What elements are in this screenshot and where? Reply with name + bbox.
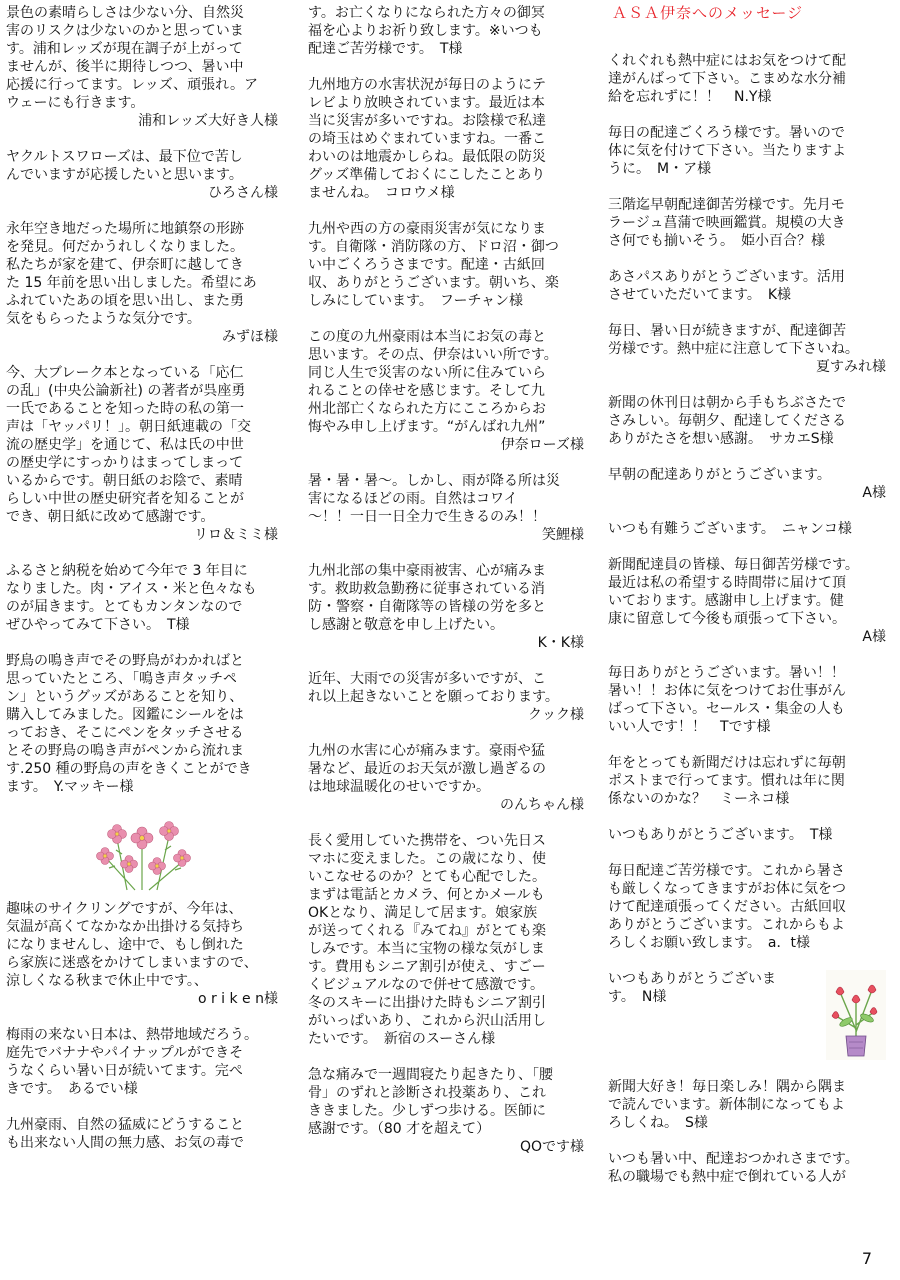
reader-message [6,220,278,346]
message-body: 野鳥の鳴き声でその野鳥がわかればと 思っていたところ、「鳴き声タッチペ ン」というグッズがあることを知り、 購入してみました。図鑑にシールをは っておき、そこにペンをタッチさせる とその野鳥の鳴き声がペンから流れま す.250 種の野鳥の声をきくことができ ます。 Y.マッキー様 [6,653,252,795]
message-signature: o r i k e n様 [197,991,278,1007]
reader-message [608,322,886,376]
message-body: いつも有難うございます。 ニャンコ様 [608,521,852,537]
reader-message [308,670,584,724]
message-signature: 伊奈ローズ様 [500,437,584,453]
message-signature: リロ＆ミミ様 [194,527,278,543]
message-body: 新聞配達員の皆様、毎日御苦労様です。 最近は私の希望する時間帯に届けて頂 いております。感謝申し上げます。健 康に留意して今後も頑張って下さい。 [608,557,859,627]
reader-message [608,268,886,304]
reader-message [308,1066,584,1156]
message-signature: みずほ様 [222,329,278,345]
message-body: ヤクルトスワローズは、最下位で苦し んでいますが応援したいと思います。 [6,149,243,183]
message-body: いつもありがとうございます。 T様 [608,827,833,843]
reader-message [608,1150,886,1186]
reader-message [308,4,584,58]
message-body: 景色の素晴らしさは少ない分、自然災 害のリスクは少ないのかと思っていま す。浦和レッズが現在調子が上がって ませんが、後半に期待しつつ、暑い中 応援に行ってます。レッズ、頑張れ。ア ウェーにも行きます。 [6,5,258,111]
message-with-illustration [608,970,886,1060]
message-body: いつも暑い中、配達おつかれさまです。 私の職場でも熱中症で倒れている人が [608,1151,859,1185]
message-body: 急な痛みで一週間寝たり起きたり、「腰 骨」のずれと診断され投薬あり、これ ききました。少しずつ歩ける。医師に 感謝です。（80 才を超えて） [308,1067,553,1137]
reader-message [608,754,886,808]
reader-message [608,124,886,178]
reader-message [6,148,278,202]
reader-message [6,4,278,130]
message-body: 毎日、暑い日が続きますが、配達御苦 労様です。熱中症に注意して下さいね。 [608,323,859,357]
column-1 [6,4,278,1170]
reader-message [308,742,584,814]
reader-message [308,832,584,1048]
message-body: 九州豪雨、自然の猛威にどうすること も出来ない人間の無力感、お気の毒で [6,1117,244,1151]
message-signature: 浦和レッズ大好き人様 [138,113,278,129]
message-signature: A様 [862,485,886,501]
section-title: ＡＳＡ伊奈へのメッセージ [612,4,804,22]
message-signature: A様 [862,629,886,645]
reader-message [308,472,584,544]
reader-message [308,562,584,652]
message-body: 永年空き地だった場所に地鎮祭の形跡 を発見。何だかうれしくなりました。 私たちが家を建て、伊奈町に越してき た 15 年前を思い出しました。希望にあ ふれていたあの頃を思い出し、また勇 気をもらったような気分です。 [6,221,257,327]
message-body: 毎日の配達ごくろう様です。暑いので 体に気を付けて下さい。当たりますよ うに。 M・ア様 [608,125,846,177]
reader-message [308,220,584,310]
message-body: 新聞大好き！毎日楽しみ！隅から隅ま で読んでいます。新体制になってもよ ろしくね。 S様 [608,1079,846,1131]
reader-message [608,52,886,106]
message-body: 年をとっても新聞だけは忘れずに毎朝 ポストまで行ってます。慣れは年に関 係ないのかな？ ミーネコ様 [608,755,846,807]
message-body: この度の九州豪雨は本当にお気の毒と 思います。その点、伊奈はいい所です。 同じ人生で災害のない所に住みていら れることの倖せを感じます。そして九 州北部亡くなられた方にこころからお 悔やみ申し上げます。“がんばれ九州” [308,329,558,435]
reader-message [308,76,584,202]
reader-message [608,196,886,250]
message-body: ふるさと納税を始めて今年で 3 年目に なりました。肉・アイス・米と色々なも のが届きます。とてもカンタンなので ぜひやってみて下さい。 T様 [6,563,257,633]
message-body: くれぐれも熱中症にはお気をつけて配 達がんばって下さい。こまめな水分補 給を忘れずに！！ N.Y様 [608,53,846,105]
reader-message [608,466,886,502]
message-body: 新聞の休刊日は朝から手もちぶさたで さみしい。毎朝夕、配達してくださる ありがたさを想い感謝。 サカエS様 [608,395,846,447]
message-body: 三階迄早朝配達御苦労様です。先月モ ラージュ菖蒲で映画鑑賞。規模の大き さ何でも揃いそう。 姫小百合？様 [608,197,846,249]
reader-message [6,562,278,634]
message-body: 長く愛用していた携帯を、つい先日ス マホに変えました。この歳になり、使 いこなせるのか？とても心配でした。 まずは電話とカメラ、何とかメールも OKとなり、満足して居ます。娘家族 が送ってくれる『みてね』がとても楽 しみです。本当に宝物の様な気がしま す。費用もシニア割引が使え、すごー くビジュアルなので併せて感激です。 冬のスキーに出掛けた時もシニア割引 がいっぱいあり、これから沢山活用し たいです。 新宿のスーさん様 [308,833,546,1047]
reader-message [608,862,886,952]
message-signature: 夏すみれ様 [816,359,886,375]
reader-message [608,826,886,844]
message-body: 梅雨の来ない日本は、熱帯地域だろう。 庭先でバナナやパイナップルができそ うなくらい暑い日が続いてます。完ぺ きです。 あるでい様 [6,1027,258,1097]
column-3-messages [608,52,886,952]
reader-message [608,556,886,646]
message-body: いつもありがとうございま す。 N様 [608,971,776,1005]
message-signature: ひろさん様 [208,185,278,201]
reader-message [6,900,278,1008]
page-number: 7 [861,1249,872,1268]
reader-message [6,364,278,544]
message-body: 近年、大雨での災害が多いですが、こ れ以上起きないことを願っております。 [308,671,559,705]
message-body: す。お亡くなりになられた方々の御冥 福を心よりお祈り致します。※いつも 配達ご苦労様です。 T様 [308,5,545,57]
message-body: 九州地方の水害状況が毎日のようにテ レビより放映されています。最近は本 当に災害が多いですね。お陰様で私達 の埼玉はめぐまれていますね。一番こ わいのは地震かしらね。最低限の防災 グッズ準備しておくにこしたことあり ませんね。 コロウメ様 [308,77,546,201]
message-body: 早朝の配達ありがとうございます。 [608,467,831,483]
message-signature: のんちゃん様 [500,797,584,813]
message-signature: QOです様 [519,1139,584,1155]
tulip-vase-illustration [826,970,886,1060]
message-body: 趣味のサイクリングですが、今年は、 気温が高くてなかなか出掛ける気持ち になりませんし、途中で、もし倒れた ら家族に迷惑をかけてしまいますので、 涼しくなる秋まで休止中です。、 [6,901,258,989]
reader-message [6,1116,278,1152]
reader-message [6,652,278,796]
message-body: 毎日ありがとうございます。暑い！！ 暑い！！お体に気をつけてお仕事がん ばって下さい。セールス・集金の人も いい人です！！ Tです様 [608,665,846,735]
message-body: 毎日配達ご苦労様です。これから暑さ も厳しくなってきますがお体に気をつ けて配達頑張ってください。古紙回収 ありがとうございます。これからもよ ろしくお願い致します。 a．t様 [608,863,846,951]
message-body: 九州の水害に心が痛みます。豪雨や猛 暑など、最近のお天気が激し過ぎるの は地球温暖化のせいですか。 [308,743,546,795]
column-3-messages-lower [608,1078,886,1186]
message-body: 暑・暑・暑〜。しかし、雨が降る所は災 害になるほどの雨。自然はコワイ 〜！！一日一日全力で生きるのみ！！ [308,473,560,525]
message-signature: K・K様 [537,635,584,651]
column-2-messages [308,4,584,1156]
message-body: 今、大ブレーク本となっている「応仁 の乱」(中央公論新社) の著者が呉座勇 一氏であることを知った時の私の第一 声は「ヤッパリ！」。朝日紙連載の「交 流の歴史学」を通じて、私は氏の中世 の歴史学にすっかりはまってしまって いるからです。朝日紙のお陰で、素晴 らしい中世の歴史研究者を知ることが でき、朝日紙に改めて感謝です。 [6,365,251,525]
reader-message [608,664,886,736]
reader-message [608,520,886,538]
reader-message [608,1078,886,1132]
column-1-messages-lower [6,900,278,1152]
reader-message [608,394,886,448]
message-body: あさパスありがとうございます。活用 させていただいてます。 K様 [608,269,845,303]
message-body: 九州北部の集中豪雨被害、心が痛みま す。救助救急勤務に従事されている消 防・警察・自衛隊等の皆様の労を多と し感謝と敬意を申し上げたい。 [308,563,546,633]
cosmos-flowers-illustration [87,814,197,892]
column-1-messages [6,4,278,796]
reader-message [308,328,584,454]
column-3 [608,4,886,1204]
message-body: 九州や西の方の豪雨災害が気になりま す。自衛隊・消防隊の方、ドロ沼・御つ い中ごくろうさまです。配達・古紙回 収、ありがとうございます。朝いち、楽 しみにしています。 フーチャン様 [308,221,559,309]
reader-message [6,1026,278,1098]
column-2 [308,4,584,1174]
message-signature: 笑鯉様 [542,527,584,543]
message-signature: クック様 [528,707,584,723]
